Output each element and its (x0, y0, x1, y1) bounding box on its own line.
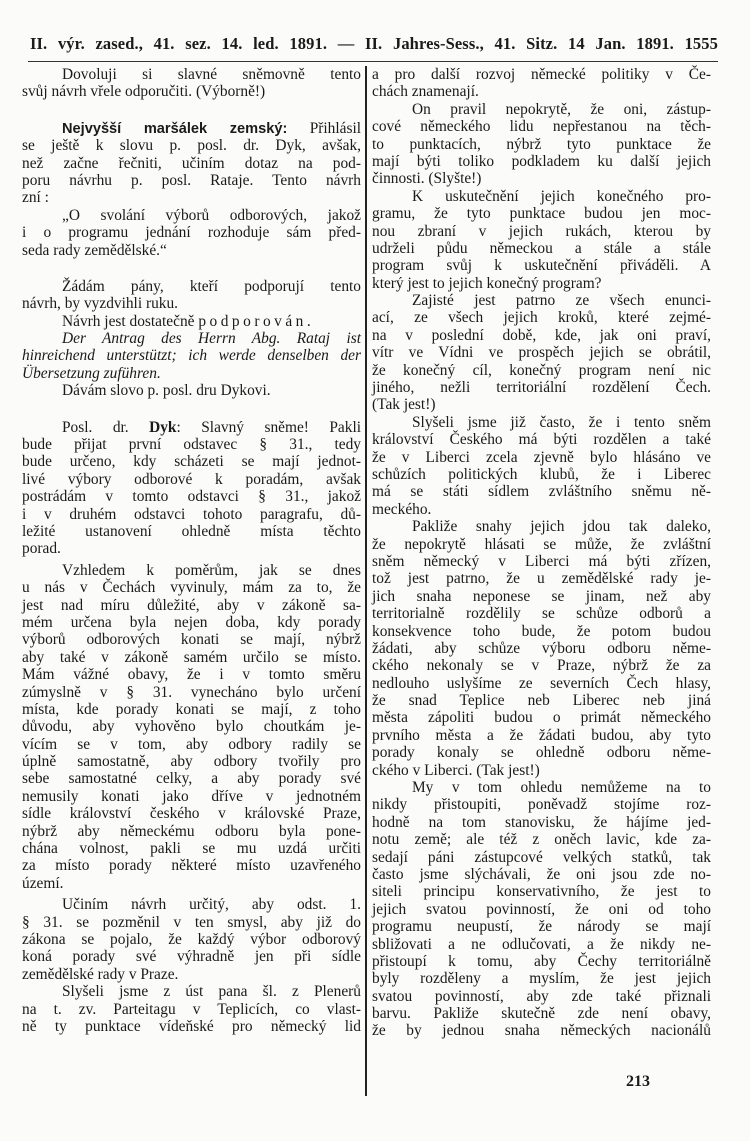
text-line (372, 744, 711, 761)
text-line (372, 379, 711, 396)
running-header: II. výr. zased., 41. sez. 14. led. 1891. — II. Jahres-Sess., 41. Sitz. 14 Jan. 1891. 1555 (30, 34, 718, 53)
text-segment: se ještě k slovu p. posl. dr. Dyk, avšak, (22, 137, 361, 155)
text-line (372, 483, 711, 500)
text-line (372, 605, 711, 622)
text-segment: že konečný cíl, konečný program není nic (372, 361, 711, 379)
text-segment: jest nad míru důležité, aby v zákoně sa- (22, 596, 361, 614)
text-line (372, 709, 711, 726)
text-line (372, 170, 711, 187)
text-line (372, 692, 711, 709)
text-segment: města zápoliti budou o primát německého (372, 709, 711, 727)
text-segment: mém určena byla nejen doba, kdy porady (22, 613, 361, 631)
text-line (22, 631, 361, 648)
text-line (22, 453, 361, 470)
text-segment: Übersetzung zuführen. (22, 364, 161, 382)
text-line (22, 701, 361, 718)
text-segment: sbližovati a ne odlučovati, a že nikdy ne- (372, 935, 711, 953)
text-line (22, 436, 361, 453)
text-line (22, 155, 361, 172)
text-segment: to punktacích, nýbrž tyto punktace že (372, 135, 711, 153)
text-line (372, 796, 711, 813)
paragraph (22, 330, 361, 382)
paragraph (22, 278, 361, 313)
text-line (22, 1018, 361, 1035)
text-segment: zákona se pojalo, že každý výbor odborový (22, 930, 361, 948)
text-segment: zemědělské rady v Praze. (22, 965, 179, 983)
text-segment: výborů odborových konati se mají, nýbrž (22, 631, 361, 649)
text-segment: jejich svatou povinností, že oni od toho (372, 900, 711, 918)
text-segment: territorialně rozdělily se schůze odborů a (372, 605, 711, 623)
text-line (372, 66, 711, 83)
text-line (22, 914, 361, 931)
text-segment: Slyšeli jsme z úst pana šl. z Plenerů (62, 983, 361, 1001)
text-segment: než začne řečniti, učiním dotaz na pod- (22, 154, 361, 172)
text-segment: svůj návrh vřele odporučiti. (Výborně!) (22, 83, 266, 101)
text-segment: nou zbraní v jejich rukách, kterou by (372, 222, 711, 240)
text-line (372, 727, 711, 744)
text-segment: i o programu jednání rozhoduje sám před- (22, 224, 361, 242)
text-segment: hinreichend unterstützt; ich werde denselben der (22, 347, 361, 365)
text-line (22, 823, 361, 840)
text-segment: ckého nekonaly se v Praze, nýbrž že za (372, 657, 711, 675)
text-line (372, 536, 711, 553)
text-segment: Posl. dr. (62, 418, 150, 436)
text-segment: Dyk (149, 418, 177, 436)
text-line (372, 762, 711, 779)
text-segment: tož jest patrno, že u zemědělské rady je- (372, 570, 711, 588)
text-line (22, 770, 361, 787)
paragraph (22, 313, 361, 330)
text-line (22, 875, 361, 892)
text-segment: přistoupí k tomu, aby Čechy territoriálně (372, 952, 711, 970)
text-line (372, 1022, 711, 1039)
text-segment: : Slavný sněme! Pakli (176, 418, 361, 436)
text-line (372, 188, 711, 205)
text-segment: nýbrž aby německému odboru byla pone- (22, 822, 361, 840)
text-segment: schůzích politických klubů, že i Liberec (372, 465, 711, 483)
text-segment: zúmyslně v § 31. vynecháno bylo určení (22, 683, 361, 701)
text-line (22, 966, 361, 983)
text-line (372, 466, 711, 483)
text-line (372, 344, 711, 361)
text-line (22, 948, 361, 965)
text-segment: území. (22, 874, 64, 892)
text-segment: ležité ustanovení ohledně místa těchto (22, 522, 361, 540)
text-segment: za místo porady některé místo uzavřeného (22, 857, 361, 875)
text-segment: konsekvence toho bude, že potom budou (372, 622, 711, 640)
text-segment: ckého v Liberci. (Tak jest!) (372, 761, 540, 779)
text-segment: že by jednou snaha německých nacionálů (372, 1022, 711, 1040)
text-line (372, 553, 711, 570)
text-line (22, 471, 361, 488)
page-number: 213 (626, 1073, 650, 1090)
text-line (372, 118, 711, 135)
text-line (372, 623, 711, 640)
text-segment: zní : (22, 189, 49, 207)
text-segment: koná porady své výhradně jen při sídle (22, 948, 361, 966)
text-segment: On pravil nepokrytě, že oni, zástup- (412, 100, 711, 118)
text-segment: poru návrhu p. posl. Rataje. Tento návrh (22, 171, 361, 189)
text-line (22, 896, 361, 913)
text-segment: svatou povinností, aby zde také přiznali (372, 987, 711, 1005)
header-rule (28, 61, 718, 62)
text-line (22, 313, 361, 330)
paragraph (22, 120, 361, 207)
text-segment: žádati, aby schůze výboru odboru něme- (372, 639, 711, 657)
text-segment: úplně samostatně, aby odbory tvořily pro (22, 753, 361, 771)
text-segment: barvu. Pakliže skutečně zde není obavy, (372, 1005, 711, 1023)
text-line (372, 431, 711, 448)
text-line (372, 570, 711, 587)
text-line (372, 918, 711, 935)
text-segment: porad. (22, 540, 61, 558)
text-segment: (Tak jest!) (372, 396, 436, 414)
text-line (372, 240, 711, 257)
text-segment: siteli principu konservativního, že jest to (372, 883, 711, 901)
text-segment: že snad Teplice neb Liberec neb jiná (372, 692, 711, 710)
text-segment: Pakliže snahy jejich jdou tak daleko, (412, 518, 711, 536)
text-line (372, 309, 711, 326)
text-line (372, 849, 711, 866)
paragraph (22, 419, 361, 558)
text-segment: nikdy přistoupiti, poněvadž stojíme roz- (372, 796, 711, 814)
text-line (372, 866, 711, 883)
text-line (22, 278, 361, 295)
text-line (372, 657, 711, 674)
text-segment: seda rady zemědělské.“ (22, 241, 167, 259)
text-line (372, 153, 711, 170)
text-line (372, 883, 711, 900)
text-line (22, 347, 361, 364)
text-segment: že v Liberci zcela zjevně bylo hlásáno ve (372, 448, 711, 466)
text-line (22, 753, 361, 770)
text-line (22, 488, 361, 505)
text-line (22, 614, 361, 631)
text-line (22, 207, 361, 224)
column-divider (365, 66, 367, 1096)
text-segment: Učiním návrh určitý, aby odst. 1. (62, 896, 361, 914)
text-segment: návrh, by vyzdvihli ruku. (22, 295, 179, 313)
text-line (372, 936, 711, 953)
text-segment: místa, kde porady konati se mají, z toho (22, 700, 361, 718)
text-segment: „O svolání výborů odborových, jakož (62, 206, 361, 224)
text-line (22, 506, 361, 523)
text-segment: chách znamenají. (372, 83, 479, 101)
text-segment: nemusily konati jako dříve v jednotném (22, 787, 361, 805)
text-segment: Slyšeli jsme již často, že i tento sněm (412, 413, 711, 431)
text-line (22, 295, 361, 312)
text-segment: K uskutečnění jejich konečného pro- (412, 187, 711, 205)
text-line (372, 501, 711, 518)
text-segment: vícím se v tom, aby odbory radily se (22, 735, 361, 753)
text-line (372, 814, 711, 831)
text-line (372, 414, 711, 431)
text-line (372, 257, 711, 274)
text-segment: důvodu, aby vyhověno bylo choutkám je- (22, 718, 361, 736)
text-line (22, 931, 361, 948)
text-line (22, 857, 361, 874)
text-line (22, 172, 361, 189)
text-segment: Der Antrag des Herrn Abg. Rataj ist (62, 330, 361, 348)
text-line (372, 970, 711, 987)
text-line (22, 224, 361, 241)
text-line (372, 640, 711, 657)
text-line (22, 840, 361, 857)
text-line (22, 788, 361, 805)
text-line (22, 330, 361, 347)
text-segment: sídle království českého v královské Praze, (22, 805, 361, 823)
text-segment: bude určeno, kdy scházeti se mají jednot- (22, 453, 361, 471)
text-line (372, 518, 711, 535)
paragraph (22, 896, 361, 983)
text-line (22, 242, 361, 259)
text-segment: že nepokrytě hlásati se může, že zvláštní (372, 535, 711, 553)
text-segment: meckého. (372, 500, 432, 518)
paragraph (22, 66, 361, 101)
text-line (22, 137, 361, 154)
text-line (22, 597, 361, 614)
text-segment: Mám vážné obavy, že i v tomto směru (22, 666, 361, 684)
text-segment: § 31. se pozměnil v ten smysl, aby již do (22, 913, 361, 931)
text-line (372, 136, 711, 153)
text-line (22, 649, 361, 666)
text-segment: Návrh jest dostatečně (62, 312, 199, 330)
text-line (372, 588, 711, 605)
paragraph (372, 414, 711, 518)
text-segment: na v poslední době, kde, jak oni praví, (372, 326, 711, 344)
text-segment: má se státi sídlem zvláštního sněmu ně- (372, 483, 711, 501)
text-line (372, 205, 711, 222)
text-segment: udrželi půdu německou a stále a stále (372, 239, 711, 257)
text-segment: bude přijat první odstavec § 31., tedy (22, 436, 361, 454)
text-segment: Dovoluji si slavné sněmovně tento (62, 66, 361, 83)
text-segment: jich snaha neponese se jinam, než aby (372, 587, 711, 605)
text-segment: byly rozděleny a myslím, že jest jejich (372, 970, 711, 988)
paragraph (372, 101, 711, 188)
text-segment: ací, ze všech jejich kroků, které zejmé- (372, 309, 711, 327)
text-segment: i v druhém odstavci tohoto paragrafu, dů- (22, 505, 361, 523)
text-segment: hodně na tom stanovisku, že hájíme jed- (372, 813, 711, 831)
text-line (22, 120, 361, 137)
text-segment: Žádám pány, kteří podporují tento (62, 277, 361, 295)
text-segment: nedlouho uslyšíme ze severních Čech hlasy, (372, 674, 711, 692)
text-segment: ně ty punktace vídeňské pro německý lid (22, 1017, 361, 1035)
paragraph (372, 779, 711, 1040)
text-segment: programu neupustí, že národy se mají (372, 918, 711, 936)
text-segment: Dávám slovo p. posl. dru Dykovi. (62, 382, 271, 400)
text-segment: sněm německý v Liberci má býti zřízen, (372, 552, 711, 570)
text-line (372, 396, 711, 413)
text-line (372, 292, 711, 309)
text-line (22, 1001, 361, 1018)
text-segment: postrádám v tomto odstavci § 31., jakož (22, 488, 361, 506)
text-segment: vítr ve Vídni ve prospěch jejich se obrátil, (372, 344, 711, 362)
text-line (22, 540, 361, 557)
text-segment: Zajisté jest patrno ze všech enunci- (412, 292, 711, 310)
text-segment: livé výbory odborové k poradám, avšak (22, 470, 361, 488)
text-segment: Vzhledem k poměrům, jak se dnes (62, 561, 361, 579)
text-segment: u nás v Čechách vyvinuly, mám za to, že (22, 579, 361, 597)
text-segment: a pro další rozvoj německé politiky v Če- (372, 66, 711, 83)
right-column (372, 66, 711, 1040)
text-segment: který jest to jejich konečný program? (372, 274, 602, 292)
text-line (22, 189, 361, 206)
text-segment: notu země; ale též z oněch lavic, kde za- (372, 831, 711, 849)
paragraph (22, 207, 361, 259)
text-line (372, 327, 711, 344)
text-line (372, 988, 711, 1005)
text-line (372, 779, 711, 796)
text-segment: program svůj k uskutečnění přiváděli. A (372, 257, 711, 275)
text-line (22, 562, 361, 579)
text-segment: na t. zv. Parteitagu v Teplicích, co vlast- (22, 1000, 361, 1018)
text-line (372, 675, 711, 692)
paragraph (372, 518, 711, 779)
text-segment: jiného, nežli territoriální rozdělení Čech. (372, 379, 711, 397)
text-line (22, 365, 361, 382)
text-line (22, 736, 361, 753)
paragraph (22, 983, 361, 1035)
text-segment: prvního města a že žádati budou, aby tyto (372, 726, 711, 744)
text-line (22, 419, 361, 436)
text-segment: království Českého má býti rozdělen a také (372, 431, 711, 449)
paragraph (22, 382, 361, 399)
left-column (22, 66, 361, 1035)
text-segment: sebe samostatné celky, a aby porady své (22, 770, 361, 788)
text-segment: chána volnost, pakli se mu uzdá určiti (22, 840, 361, 858)
paragraph (372, 66, 711, 101)
text-line (372, 901, 711, 918)
text-line (372, 831, 711, 848)
text-line (22, 523, 361, 540)
text-segment: porady konaly se ohledně odboru něme- (372, 744, 711, 762)
text-segment: činnosti. (Slyšte!) (372, 170, 482, 188)
text-line (22, 718, 361, 735)
text-line (372, 1005, 711, 1022)
text-line (372, 223, 711, 240)
text-segment: podporován. (198, 312, 315, 330)
text-segment: My v tom ohledu nemůžeme na to (412, 779, 711, 797)
paragraph (372, 292, 711, 414)
text-line (372, 83, 711, 100)
text-line (22, 579, 361, 596)
text-line (372, 953, 711, 970)
paragraph (372, 188, 711, 292)
text-segment: často jsme slýchávali, že oni jsou zde no- (372, 865, 711, 883)
text-line (372, 101, 711, 118)
text-line (22, 805, 361, 822)
text-line (22, 684, 361, 701)
text-segment: gramu, že tyto punktace budou jen moc- (372, 205, 711, 223)
text-line (22, 83, 361, 100)
text-line (22, 66, 361, 83)
text-line (372, 362, 711, 379)
text-segment: cové německého lidu nepřestanou na těch- (372, 118, 711, 136)
speaker-name: Nejvyšší maršálek zemský: (62, 120, 288, 137)
text-line (22, 666, 361, 683)
text-line (372, 449, 711, 466)
text-line (22, 382, 361, 399)
text-segment: Přihlásil (287, 119, 362, 137)
text-segment: mají býti toliko podkladem ku další jejich (372, 152, 711, 170)
text-segment: sedají páni zástupcové velkých statků, tak (372, 848, 711, 866)
paragraph (22, 562, 361, 892)
text-line (372, 275, 711, 292)
text-line (22, 983, 361, 1000)
text-segment: aby také v zákoně samém určilo se místo. (22, 648, 361, 666)
